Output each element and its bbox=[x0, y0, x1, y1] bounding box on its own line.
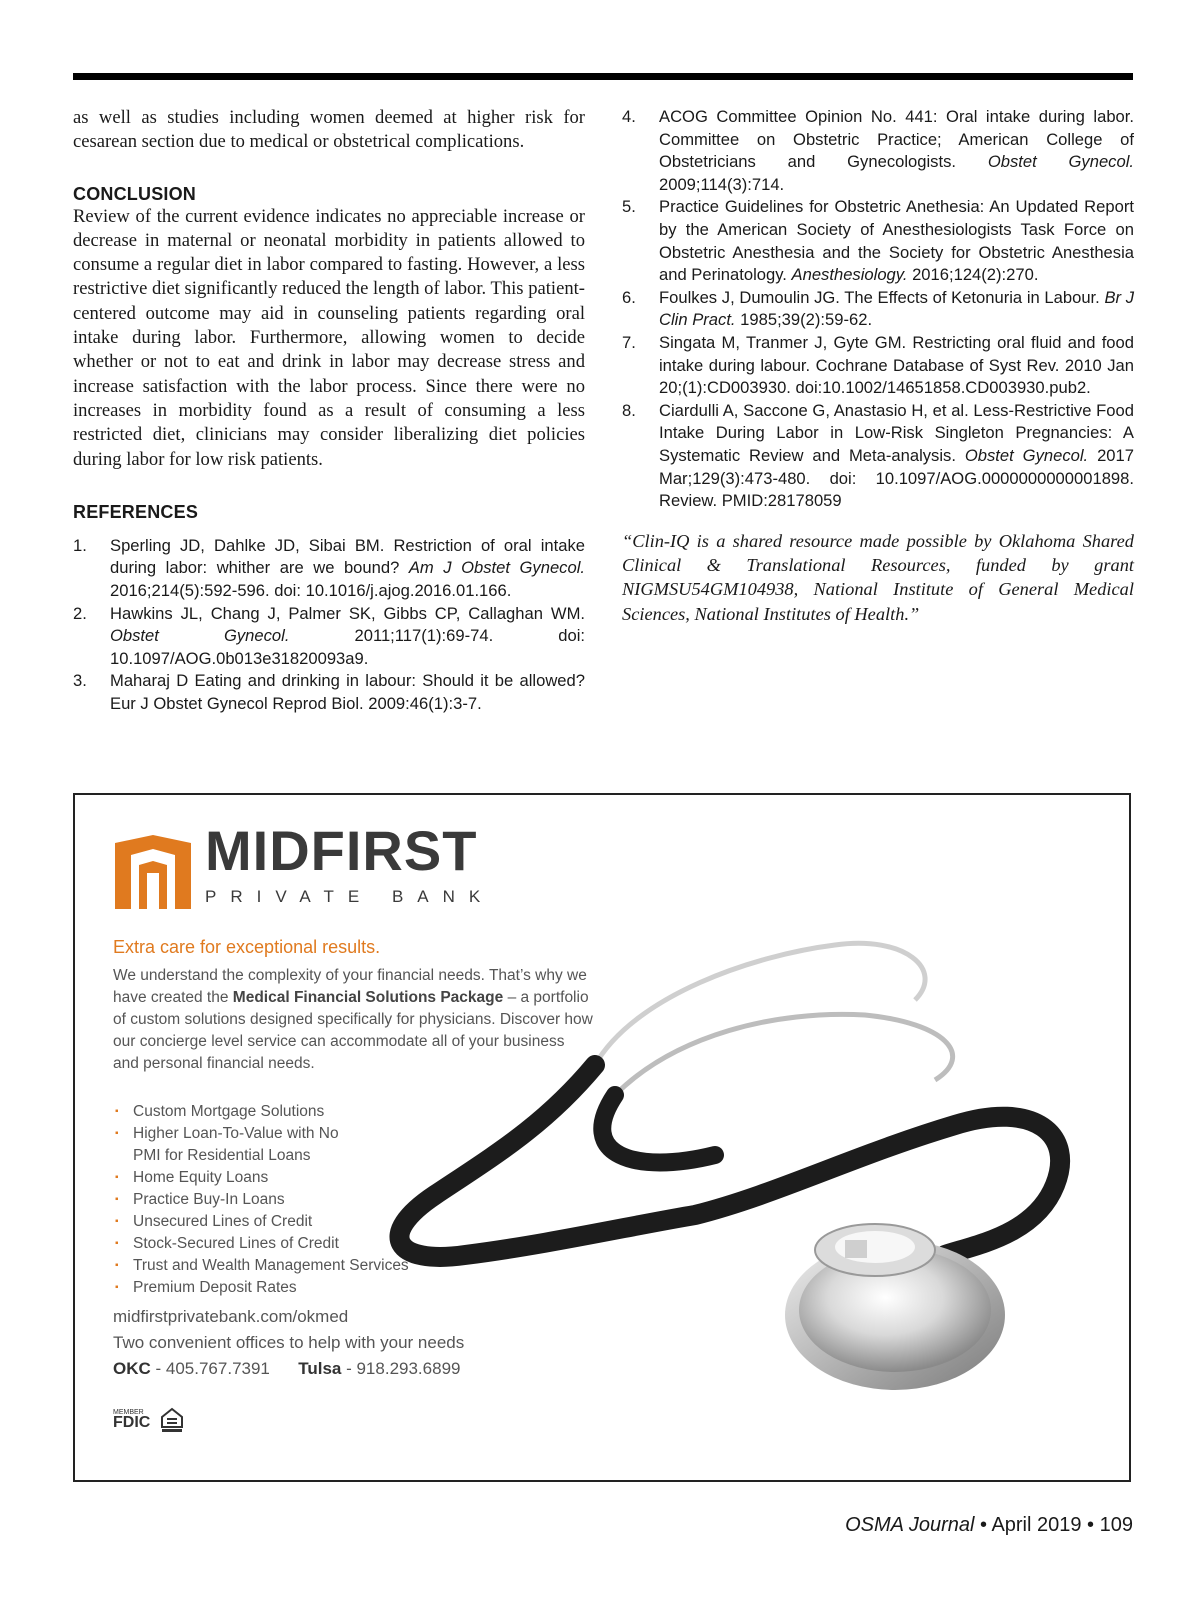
midfirst-advertisement bbox=[73, 793, 1131, 1482]
reference-item: 8. Ciardulli A, Saccone G, Anastasio H, et al. Less-Restrictive Food Intake During Labor in Low-Risk Singleton Pregnancies: A Systematic Review and Meta-analysis. Obstet Gynecol. 2017 Mar;129(3):473-480. doi: 10.1097/AOG.0000000000001898. Review. PMID:28178059 bbox=[622, 400, 1134, 511]
list-item: ▪ Home Equity Loans bbox=[113, 1167, 409, 1189]
ad-tagline: Extra care for exceptional results. bbox=[113, 937, 381, 957]
list-item: ▪ Custom Mortgage Solutions bbox=[113, 1101, 409, 1123]
ad-intro: We understand the complexity of your financial needs. That’s why we have created the Medical Financial Solutions Package – a portfolio of custom solutions designed specifically for physicians. Discover how our concierge level service can accommodate all of your business and personal financial needs. bbox=[113, 967, 593, 1072]
reference-item: 2. Hawkins JL, Chang J, Palmer SK, Gibbs CP, Callaghan WM. Obstet Gynecol. 2011;117(1):69-74. doi: 10.1097/AOG.0b013e31820093a9. bbox=[73, 603, 585, 668]
equal-housing-lender-icon bbox=[160, 1407, 184, 1433]
fdic-badge: MEMBER FDIC bbox=[113, 1409, 151, 1431]
page-number: 109 bbox=[1099, 1514, 1133, 1536]
list-item: ▪ Trust and Wealth Management Services bbox=[113, 1255, 409, 1277]
website-link[interactable]: midfirstprivatebank.com/okmed bbox=[113, 1307, 349, 1326]
left-column bbox=[73, 106, 585, 716]
list-item: ▪ Stock-Secured Lines of Credit bbox=[113, 1233, 409, 1255]
offices-text: Two convenient offices to help with your needs bbox=[113, 1333, 465, 1352]
references-list-left bbox=[73, 535, 585, 716]
reference-item: 4. ACOG Committee Opinion No. 441: Oral intake during labor. Committee on Obstetric Practice; American College of Obstetricians and Gynecologists. Obstet Gynecol. 2009;114(3):714. bbox=[622, 107, 1134, 194]
services-list bbox=[113, 1101, 409, 1299]
reference-item: 7. Singata M, Tranmer J, Gyte GM. Restricting oral fluid and food intake during labour. Cochrane Database of Syst Rev. 2010 Jan 20;(1):CD003930. doi:10.1002/14651858.CD003930.pub2. bbox=[622, 332, 1134, 398]
brand-name: MIDFIRST bbox=[205, 819, 478, 882]
list-item: ▪ Practice Buy-In Loans bbox=[113, 1189, 409, 1211]
issue-date: April 2019 bbox=[991, 1514, 1082, 1536]
right-column bbox=[622, 106, 1134, 644]
phone-numbers: OKC - 405.767.7391 Tulsa - 918.293.6899 bbox=[113, 1359, 461, 1378]
reference-item: 6. Foulkes J, Dumoulin JG. The Effects of Ketonuria in Labour. Br J Clin Pract. 1985;39(2):59-62. bbox=[622, 287, 1134, 330]
page-footer: OSMA Journal • April 2019 • 109 bbox=[845, 1514, 1133, 1536]
list-item: ▪ Higher Loan-To-Value with No PMI for Residential Loans bbox=[113, 1123, 363, 1167]
reference-item: 3. Maharaj D Eating and drinking in labour: Should it be allowed? Eur J Obstet Gynecol Reprod Biol. 2009:46(1):3-7. bbox=[73, 671, 585, 714]
references-list-right bbox=[622, 106, 1134, 513]
midfirst-logo-icon bbox=[113, 833, 193, 911]
funding-quote: “Clin-IQ is a shared resource made possible by Oklahoma Shared Clinical & Translational Resources, funded by grant NIGMSU54GM104938, National Institute of General Medical Sciences, National Institutes of Health.” bbox=[622, 530, 1134, 624]
references-heading: REFERENCES bbox=[73, 501, 199, 522]
reference-item: 1. Sperling JD, Dahlke JD, Sibai BM. Restriction of oral intake during labor: whither are we bound? Am J Obstet Gynecol. 2016;214(5):592-596. doi: 10.1016/j.ajog.2016.01.166. bbox=[73, 535, 585, 601]
journal-name: OSMA Journal bbox=[845, 1514, 975, 1536]
conclusion-heading: CONCLUSION bbox=[73, 183, 196, 204]
top-rule bbox=[73, 73, 1133, 80]
reference-item: 5. Practice Guidelines for Obstetric Anethesia: An Updated Report by the American Society of Anesthesiologists Task Force on Obstetric Anesthesia and the Society for Obstetric Anesthesia and Perinatology. Anesthesiology. 2016;124(2):270. bbox=[622, 197, 1134, 285]
list-item: ▪ Premium Deposit Rates bbox=[113, 1277, 409, 1299]
conclusion-paragraph: Review of the current evidence indicates no appreciable increase or decrease in maternal or neonatal morbidity in patients allowed to consume a regular diet in labor compared to fasting. However, a less restrictive diet significantly reduced the length of labor. This patient-centered outcome may aid in counseling patients regarding oral intake during labor. Furthermore, allowing women to decide whether or not to eat and drink in labor may decrease stress and increase satisfaction with the labor process. Since there were no increases in morbidity found as a result of consuming a less restricted diet, clinicians may consider liberalizing diet policies during labor for low risk patients. bbox=[73, 205, 585, 470]
brand-subtitle: PRIVATE BANK bbox=[205, 887, 495, 906]
intro-paragraph: as well as studies including women deemed at higher risk for cesarean section due to medical or obstetrical complications. bbox=[73, 107, 585, 153]
list-item: ▪ Unsecured Lines of Credit bbox=[113, 1211, 409, 1233]
